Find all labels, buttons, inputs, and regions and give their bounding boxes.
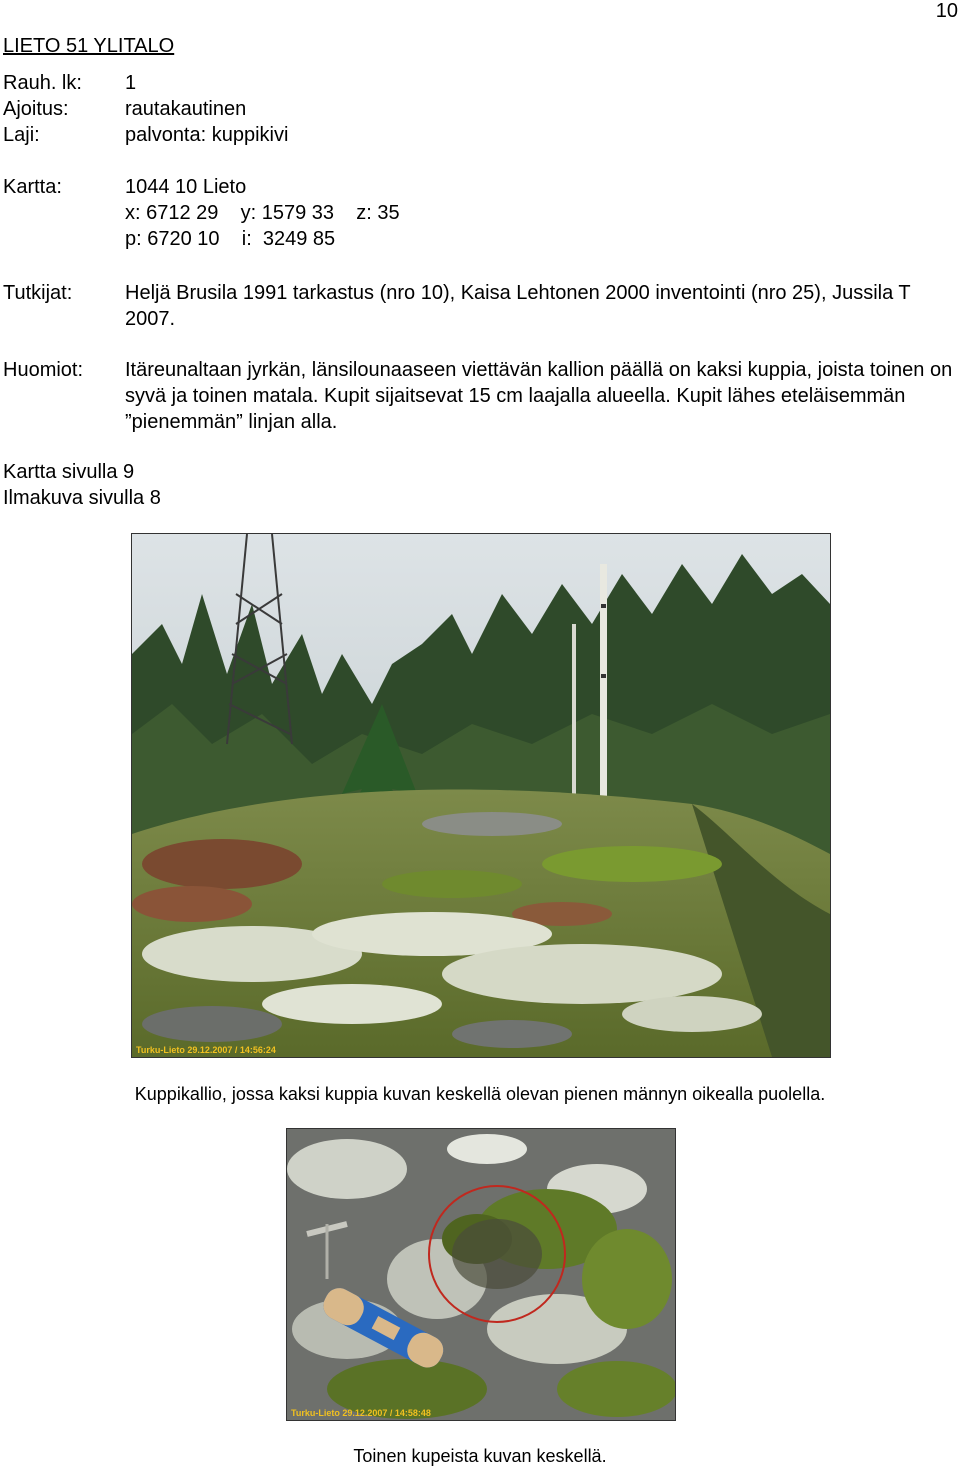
rauh-label: Rauh. lk:	[3, 72, 82, 94]
kartta-coordinates-pi: p: 6720 10 i: 3249 85	[125, 228, 336, 250]
rauh-value: 1	[125, 72, 137, 94]
huomiot-label: Huomiot:	[3, 359, 84, 381]
site-photo-landscape	[131, 533, 831, 1058]
aerial-photo-reference: Ilmakuva sivulla 8	[3, 487, 161, 509]
site-photo-closeup	[286, 1128, 676, 1421]
laji-value: palvonta: kuppikivi	[125, 124, 289, 146]
photo-caption-landscape: Kuppikallio, jossa kaksi kuppia kuvan keskellä olevan pienen männyn oikealla puolella.	[134, 1084, 826, 1104]
tutkijat-label: Tutkijat:	[3, 282, 73, 304]
photo-timestamp: Turku-Lieto 29.12.2007 / 14:58:48	[291, 1408, 431, 1418]
kartta-sheet: 1044 10 Lieto	[125, 176, 247, 198]
kartta-label: Kartta:	[3, 176, 62, 198]
kartta-coordinates-xyz: x: 6712 29 y: 1579 33 z: 35	[125, 202, 400, 224]
ajoitus-label: Ajoitus:	[3, 98, 69, 120]
photo-timestamp: Turku-Lieto 29.12.2007 / 14:56:24	[136, 1045, 276, 1055]
tutkijat-value: Heljä Brusila 1991 tarkastus (nro 10), Kaisa Lehtonen 2000 inventointi (nro 25), Jussila T 2007.	[125, 282, 911, 330]
laji-label: Laji:	[3, 124, 40, 146]
page-title: LIETO 51 YLITALO	[3, 35, 175, 57]
ajoitus-value: rautakautinen	[125, 98, 247, 120]
page-number: 10	[935, 0, 958, 22]
photo-caption-closeup: Toinen kupeista kuvan keskellä.	[353, 1446, 607, 1466]
huomiot-value: Itäreunaltaan jyrkän, länsilounaaseen viettävän kallion päällä on kaksi kuppia, joista toinen on syvä ja toinen matala. Kupit sijaitsevat 15 cm laajalla alueella. Kupit lähes eteläisemmän ”pienemmän” linjan alla.	[125, 359, 953, 433]
map-reference: Kartta sivulla 9	[3, 461, 135, 483]
